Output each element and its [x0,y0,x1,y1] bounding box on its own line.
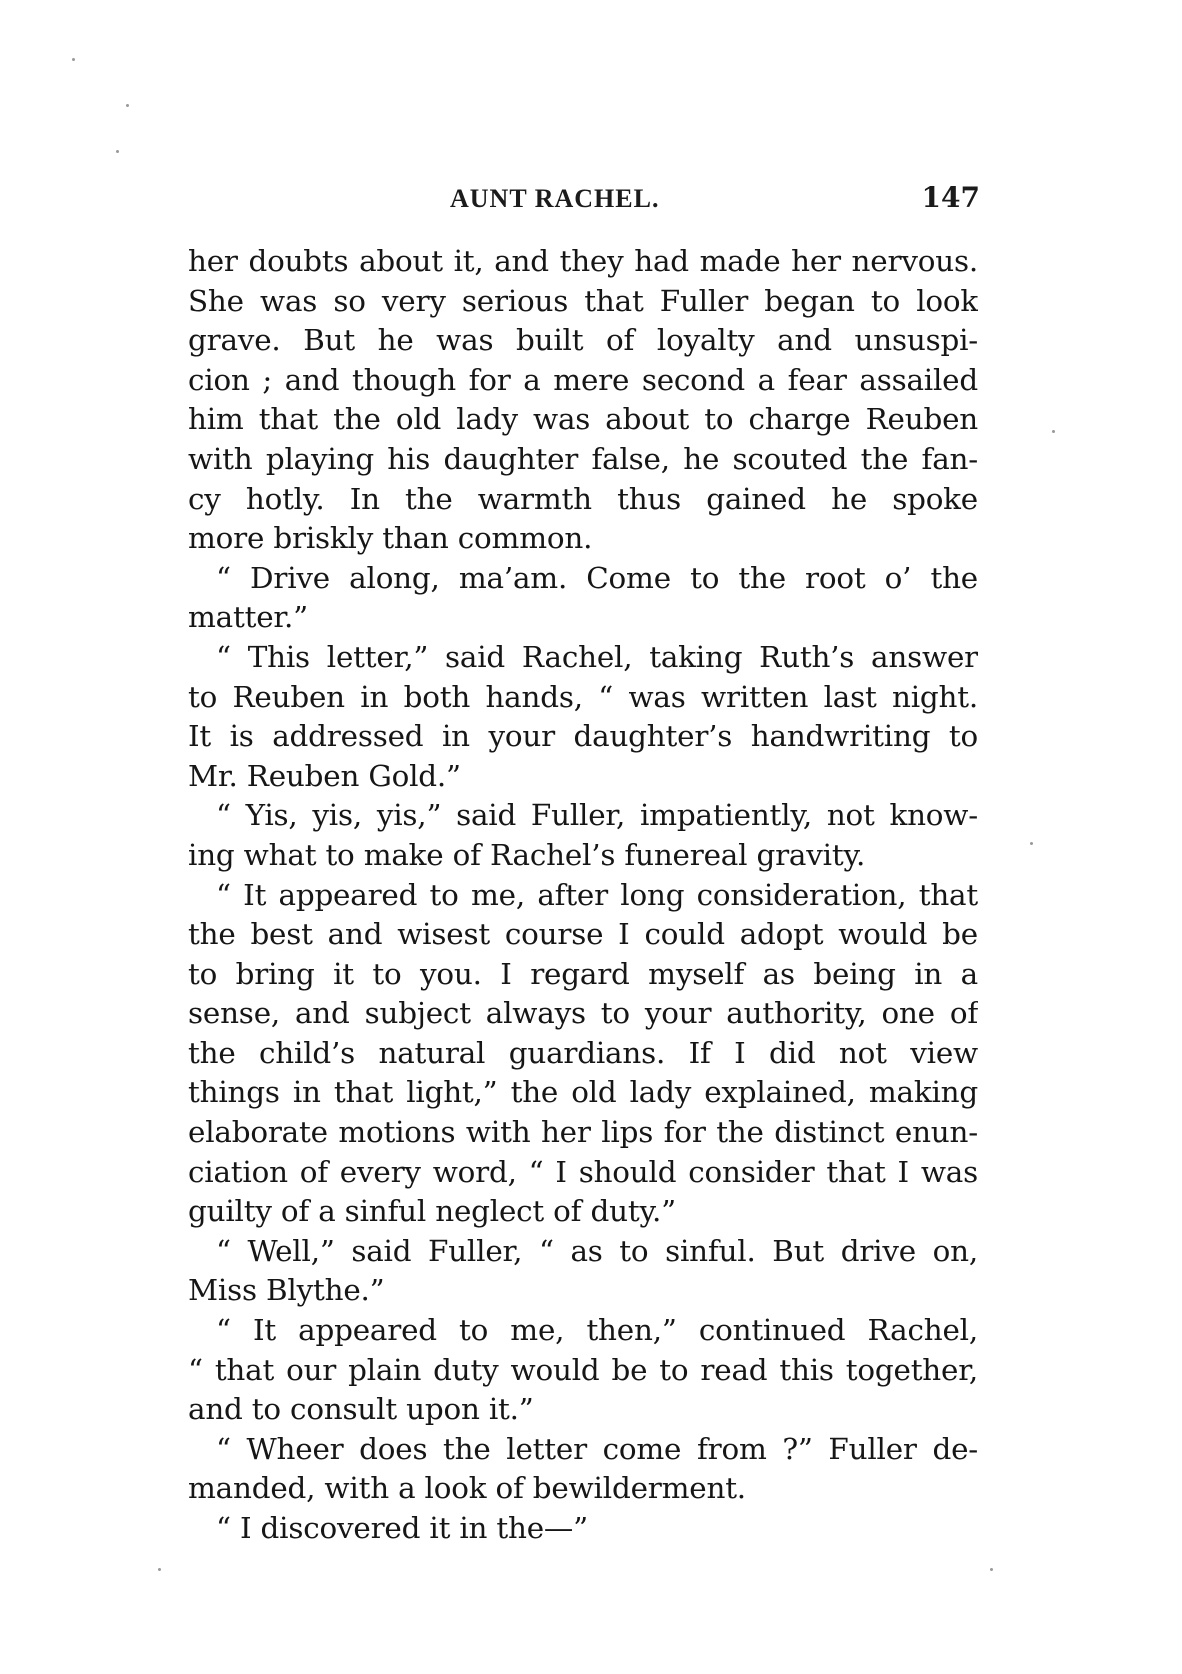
running-title: AUNT RACHEL. [450,184,660,213]
text-line: to bring it to you. I regard myself as being in a [188,956,978,991]
text-line: to Reuben in both hands, “ was written last night. [188,679,978,714]
text-line: more briskly than common. [188,521,593,556]
text-line: Miss Blythe.” [188,1273,385,1308]
text-line: “ It appeared to me, after long consideration, that [216,877,978,912]
text-line: It is addressed in your daughter’s handwriting to [188,719,978,754]
text-line: guilty of a sinful neglect of duty.” [188,1194,676,1229]
scan-speck [158,1568,161,1571]
scan-speck [116,150,119,153]
scan-speck [1052,430,1055,433]
page-number: 147 [921,181,980,214]
text-line: ing what to make of Rachel’s funereal gravity. [188,837,866,872]
text-line: things in that light,” the old lady explained, making [188,1075,978,1110]
text-line: “ Yis, yis, yis,” said Fuller, impatiently, not know- [216,798,978,833]
scan-speck [990,1568,993,1571]
text-line: the best and wisest course I could adopt would be [188,917,978,952]
scan-speck [126,104,129,107]
text-line: “ Wheer does the letter come from ?” Fuller de- [216,1431,978,1466]
text-line: the child’s natural guardians. If I did not view [188,1035,978,1070]
text-line: cion ; and though for a mere second a fear assailed [188,362,978,397]
text-line: with playing his daughter false, he scouted the fan- [188,441,978,476]
text-line: “ Well,” said Fuller, “ as to sinful. But drive on, [216,1233,978,1268]
text-line: ciation of every word, “ I should consider that I was [188,1154,978,1189]
text-line: elaborate motions with her lips for the distinct enun- [188,1115,978,1150]
text-line: “ I discovered it in the—” [216,1511,588,1545]
text-line: her doubts about it, and they had made her nervous. [188,244,978,278]
scan-speck [72,58,75,61]
body-text [188,242,978,1549]
text-line: sense, and subject always to your authority, one of [188,996,978,1031]
text-line: “ This letter,” said Rachel, taking Ruth’s answer [216,639,978,674]
text-line: “ that our plain duty would be to read this together, [188,1352,978,1387]
text-line: “ It appeared to me, then,” continued Rachel, [216,1313,978,1348]
text-line: him that the old lady was about to charge Reuben [188,402,978,437]
text-line: matter.” [188,600,308,635]
text-line: manded, with a look of bewilderment. [188,1471,746,1506]
text-line: cy hotly. In the warmth thus gained he spoke [188,481,978,516]
scan-speck [1030,842,1033,845]
text-line: and to consult upon it.” [188,1392,534,1427]
text-line: Mr. Reuben Gold.” [188,758,461,793]
text-line: “ Drive along, ma’am. Come to the root o’ the [216,560,978,595]
text-line: She was so very serious that Fuller began to look [188,283,978,318]
running-head [190,180,980,220]
text-line: grave. But he was built of loyalty and unsuspi- [188,323,978,358]
